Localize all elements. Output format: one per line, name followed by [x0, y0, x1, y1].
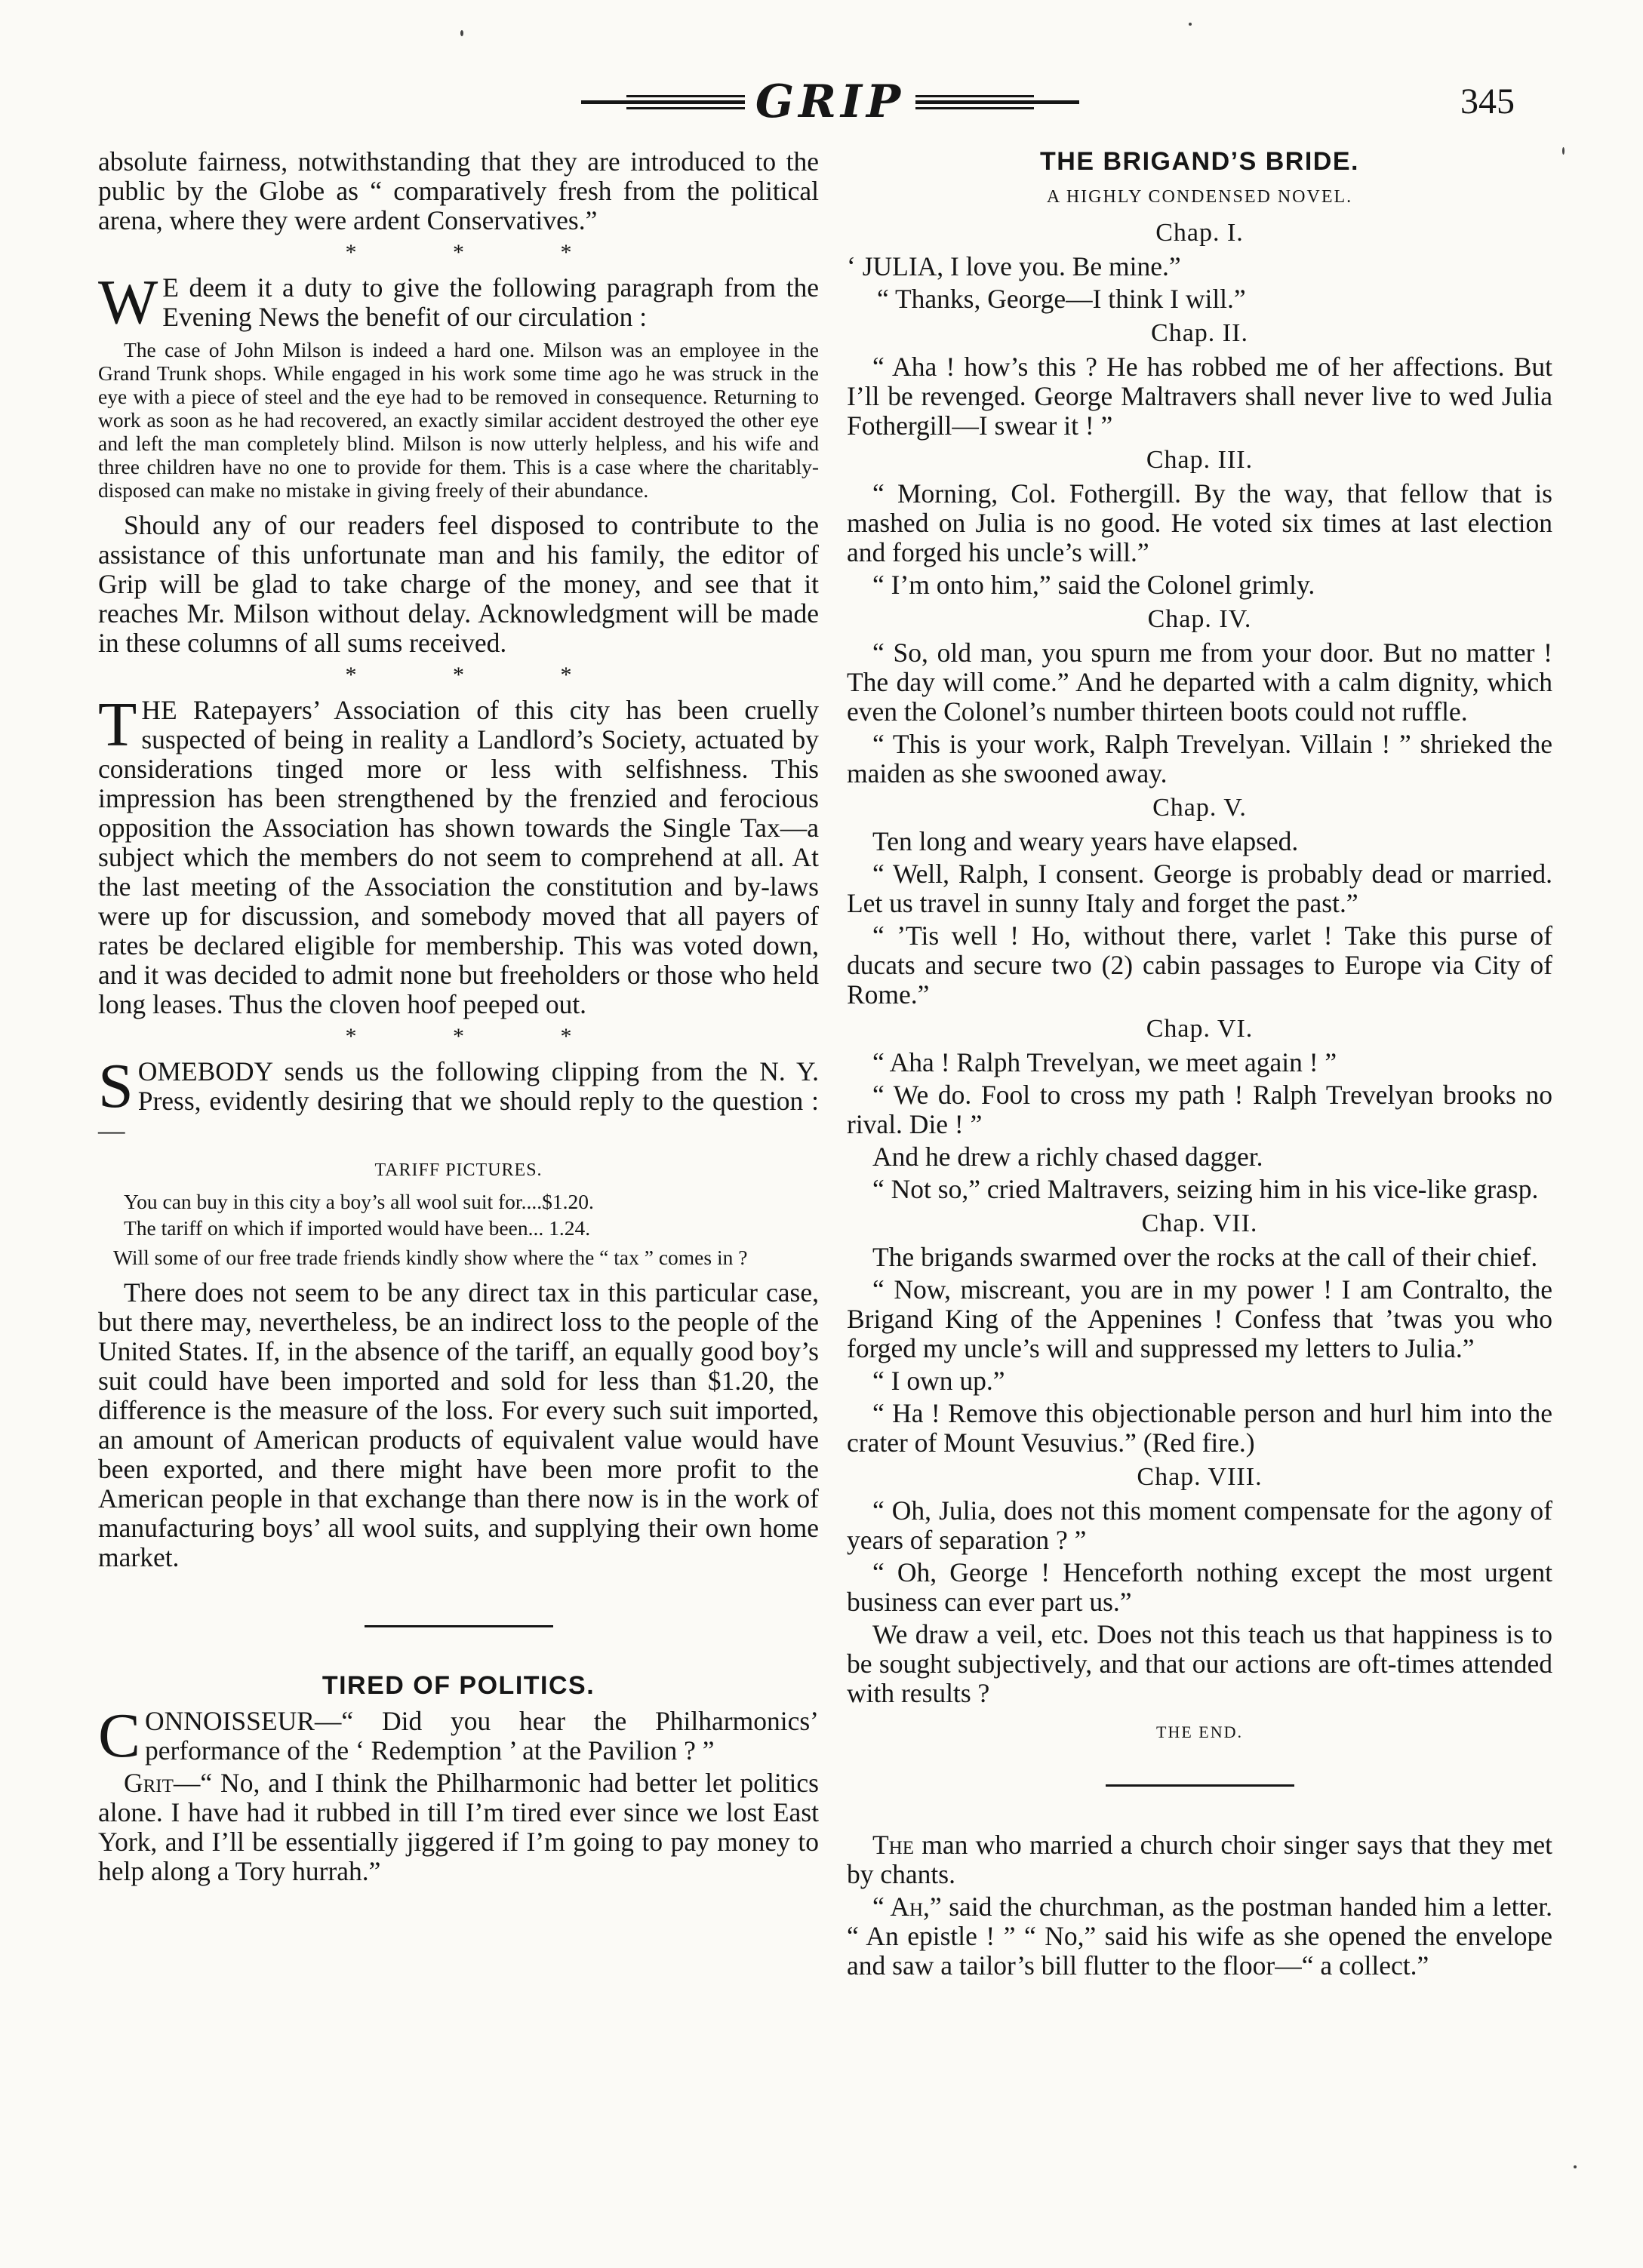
story-paragraph: And he drew a richly chased dagger.: [872, 1142, 1263, 1172]
story-paragraph: “ Ha ! Remove this objectionable person and hurl him into the crater of Mount Vesuvius.” (Red fire.): [847, 1398, 1552, 1458]
story-paragraph: “ We do. Fool to cross my path ! Ralph Trevelyan brooks no rival. Die ! ”: [847, 1080, 1552, 1139]
tariff-line: You can buy in this city a boy’s all wool suit for....$1.20.: [124, 1190, 594, 1213]
paragraph-tariff-reply: There does not seem to be any direct tax in this particular case, but there may, nevertheless, be an indirect loss to the people of the United States. If, in the absence of the tariff, an equally good boy’s suit could have been imported and sold for less than $1.20, the difference is the measure of the loss. For every such suit imported, an amount of American products of equivalent value would have been exported, and there might have been more profit to the American people in that exchange than there now is in the work of manufacturing boys’ all wool suits, and supplying their own home market.: [98, 1277, 819, 1572]
story-paragraph: “ I’m onto him,” said the Colonel grimly.: [872, 570, 1315, 600]
paragraph-ratepayers: THE Ratepayers’ Association of this city has been cruelly suspected of being in reality a Landlord’s Society, actuated by considerations tinged more or less with selfishness. This impression has been strengthened by the frenzied and ferocious opposition the Association has shown towards the Single Tax—a subject which the members do not seem to comprehend at all. At the last meeting of the Association the constitution and by-laws were up for discussion, and somebody moved that all payers of rates be declared eligible for membership. This was voted down, and it was decided to admit none but freeholders or those who held long leases. Thus the cloven hoof peeped out.: [98, 690, 819, 1019]
tariff-question: Will some of our free trade friends kindly show where the “ tax ” comes in ?: [113, 1246, 748, 1269]
story-paragraph: “ Aha ! Ralph Trevelyan, we meet again ! ”: [872, 1047, 1337, 1077]
paragraph-continued: absolute fairness, notwithstanding that they are introduced to the public by the Globe as “ comparatively fresh from the political arena, where they were ardent Conservatives.”: [98, 146, 819, 235]
divider-rule: [1106, 1784, 1294, 1787]
paragraph-somebody: SOMEBODY sends us the following clipping from the N. Y. Press, evidently desiring that we should reply to the question :—: [98, 1051, 819, 1145]
drop-cap: T: [98, 690, 137, 760]
page-header: [0, 68, 1643, 136]
story-paragraph: Ten long and weary years have elapsed.: [872, 826, 1299, 856]
story-paragraph: “ Not so,” cried Maltravers, seizing him in his vice-like grasp.: [872, 1174, 1539, 1204]
chapter-heading: Chap. IV.: [1147, 605, 1252, 633]
paragraph-connoisseur: CONNOISSEUR—“ Did you hear the Philharmonics’ performance of the ‘ Redemption ’ at the Pavilion ? ”: [98, 1701, 819, 1771]
left-column: [98, 147, 819, 1889]
story-line: ‘ JULIA, I love you. Be mine.”: [847, 251, 1181, 281]
chapter-heading: Chap. VI.: [1146, 1015, 1254, 1043]
chapter-heading: Chap. I.: [1155, 219, 1244, 247]
print-speck: [460, 30, 463, 36]
chapter-heading: Chap. VIII.: [1137, 1463, 1263, 1491]
paragraph-grit: Grit—“ No, and I think the Philharmonic had better let politics alone. I have had it rubbed in till I’m tired ever since we lost East York, and I’ll be essentially jiggered if I’m going to pay money to help along a Tory hurrah.”: [98, 1768, 819, 1886]
story-paragraph: “ Well, Ralph, I consent. George is probably dead or married. Let us travel in sunny Italy and forget the past.”: [847, 859, 1552, 918]
paragraph-evening-news: W E deem it a duty to give the following paragraph from the Evening News the benefit of our circulation :: [98, 267, 819, 337]
article-subheading: A HIGHLY CONDENSED NOVEL.: [1046, 187, 1353, 207]
right-column: [847, 147, 1552, 1984]
story-paragraph: “ This is your work, Ralph Trevelyan. Villain ! ” shrieked the maiden as she swooned away.: [847, 729, 1552, 788]
joke-paragraph: The man who married a church choir singer says that they met by chants.: [847, 1830, 1552, 1889]
chapter-heading: Chap. III.: [1146, 446, 1254, 474]
masthead-rule-left: [581, 91, 745, 113]
drop-cap: C: [98, 1701, 141, 1771]
story-paragraph: We draw a veil, etc. Does not this teach us that happiness is to be sought subjectively, and that our actions are oft-times attended with results ?: [847, 1619, 1552, 1708]
print-speck: [1189, 23, 1192, 26]
drop-cap: S: [98, 1051, 134, 1121]
chapter-heading: Chap. II.: [1151, 319, 1248, 347]
chapter-heading: Chap. VII.: [1141, 1209, 1258, 1237]
story-paragraph: “ ’Tis well ! Ho, without there, varlet ! Take this purse of ducats and secure two (2) cabin passages to Europe via City of Rome.”: [847, 920, 1552, 1010]
section-divider-stars: * * *: [345, 1024, 617, 1049]
story-paragraph: “ So, old man, you spurn me from your door. But no matter ! The day will come.” And he departed with a calm dignity, which even the Colonel’s number thirteen boots could not ruffle.: [847, 638, 1552, 727]
story-paragraph: “ Oh, Julia, does not this moment compensate for the agony of years of separation ? ”: [847, 1495, 1552, 1555]
article-heading: THE BRIGAND’S BRIDE.: [1040, 147, 1359, 176]
masthead: [581, 75, 1079, 128]
section-divider-stars: * * *: [345, 240, 617, 265]
divider-rule: [365, 1625, 553, 1627]
masthead-title: GRIP: [755, 75, 906, 128]
section-divider-stars: * * *: [345, 662, 617, 687]
joke-paragraph: “ Ah,” said the churchman, as the postman handed him a letter. “ An epistle ! ” “ No,” said his wife as she opened the envelope and saw a tailor’s bill flutter to the floor—“ a collect.”: [847, 1892, 1552, 1981]
story-paragraph: “ Morning, Col. Fothergill. By the way, that fellow that is mashed on Julia is no good. He voted six times at last election and forged his uncle’s will.”: [847, 478, 1552, 567]
masthead-rule-right: [915, 91, 1079, 113]
paragraph-contribute: Should any of our readers feel disposed to contribute to the assistance of this unfortunate man and his family, the editor of Grip will be glad to take charge of the money, and see that it reaches Mr. Milson without delay. Acknowledgment will be made in these columns of all sums received.: [98, 510, 819, 658]
story-paragraph: “ Now, miscreant, you are in my power ! I am Contralto, the Brigand King of the Appenines ! Confess that ’twas you who forged my uncle’s will and suppressed my letters to Julia.”: [847, 1274, 1552, 1363]
tariff-title: TARIFF PICTURES.: [374, 1160, 543, 1180]
story-paragraph: The brigands swarmed over the rocks at the call of their chief.: [872, 1242, 1538, 1272]
article-heading: TIRED OF POLITICS.: [322, 1671, 595, 1700]
story-paragraph: “ Oh, George ! Henceforth nothing except the most urgent business can ever part us.”: [847, 1557, 1552, 1617]
page-number: 345: [1460, 81, 1515, 121]
chapter-heading: Chap. V.: [1152, 794, 1247, 822]
story-paragraph: “ I own up.”: [872, 1366, 1005, 1396]
print-speck: [1562, 147, 1565, 155]
story-paragraph: “ Aha ! how’s this ? He has robbed me of her affections. But I’ll be revenged. George Maltravers shall never live to wed Julia Fothergill—I swear it ! ”: [847, 352, 1552, 441]
story-line: “ Thanks, George—I think I will.”: [877, 284, 1246, 314]
tariff-line: The tariff on which if imported would have been... 1.24.: [124, 1216, 591, 1240]
print-speck: [1574, 2165, 1577, 2168]
story-end-mark: THE END.: [1156, 1723, 1243, 1741]
drop-cap: W: [98, 267, 158, 337]
quoted-news-paragraph: The case of John Milson is indeed a hard one. Milson was an employee in the Grand Trunk shops. While engaged in his work some time ago he was struck in the eye with a piece of steel and the eye had to be removed in consequence. Returning to work as soon as he had recovered, an exactly similar accident destroyed the other eye and left the man completely blind. Milson is now utterly helpless, and his wife and three children have no one to provide for them. This is a case where the charitably-disposed can make no mistake in giving freely of their abundance.: [98, 338, 819, 502]
